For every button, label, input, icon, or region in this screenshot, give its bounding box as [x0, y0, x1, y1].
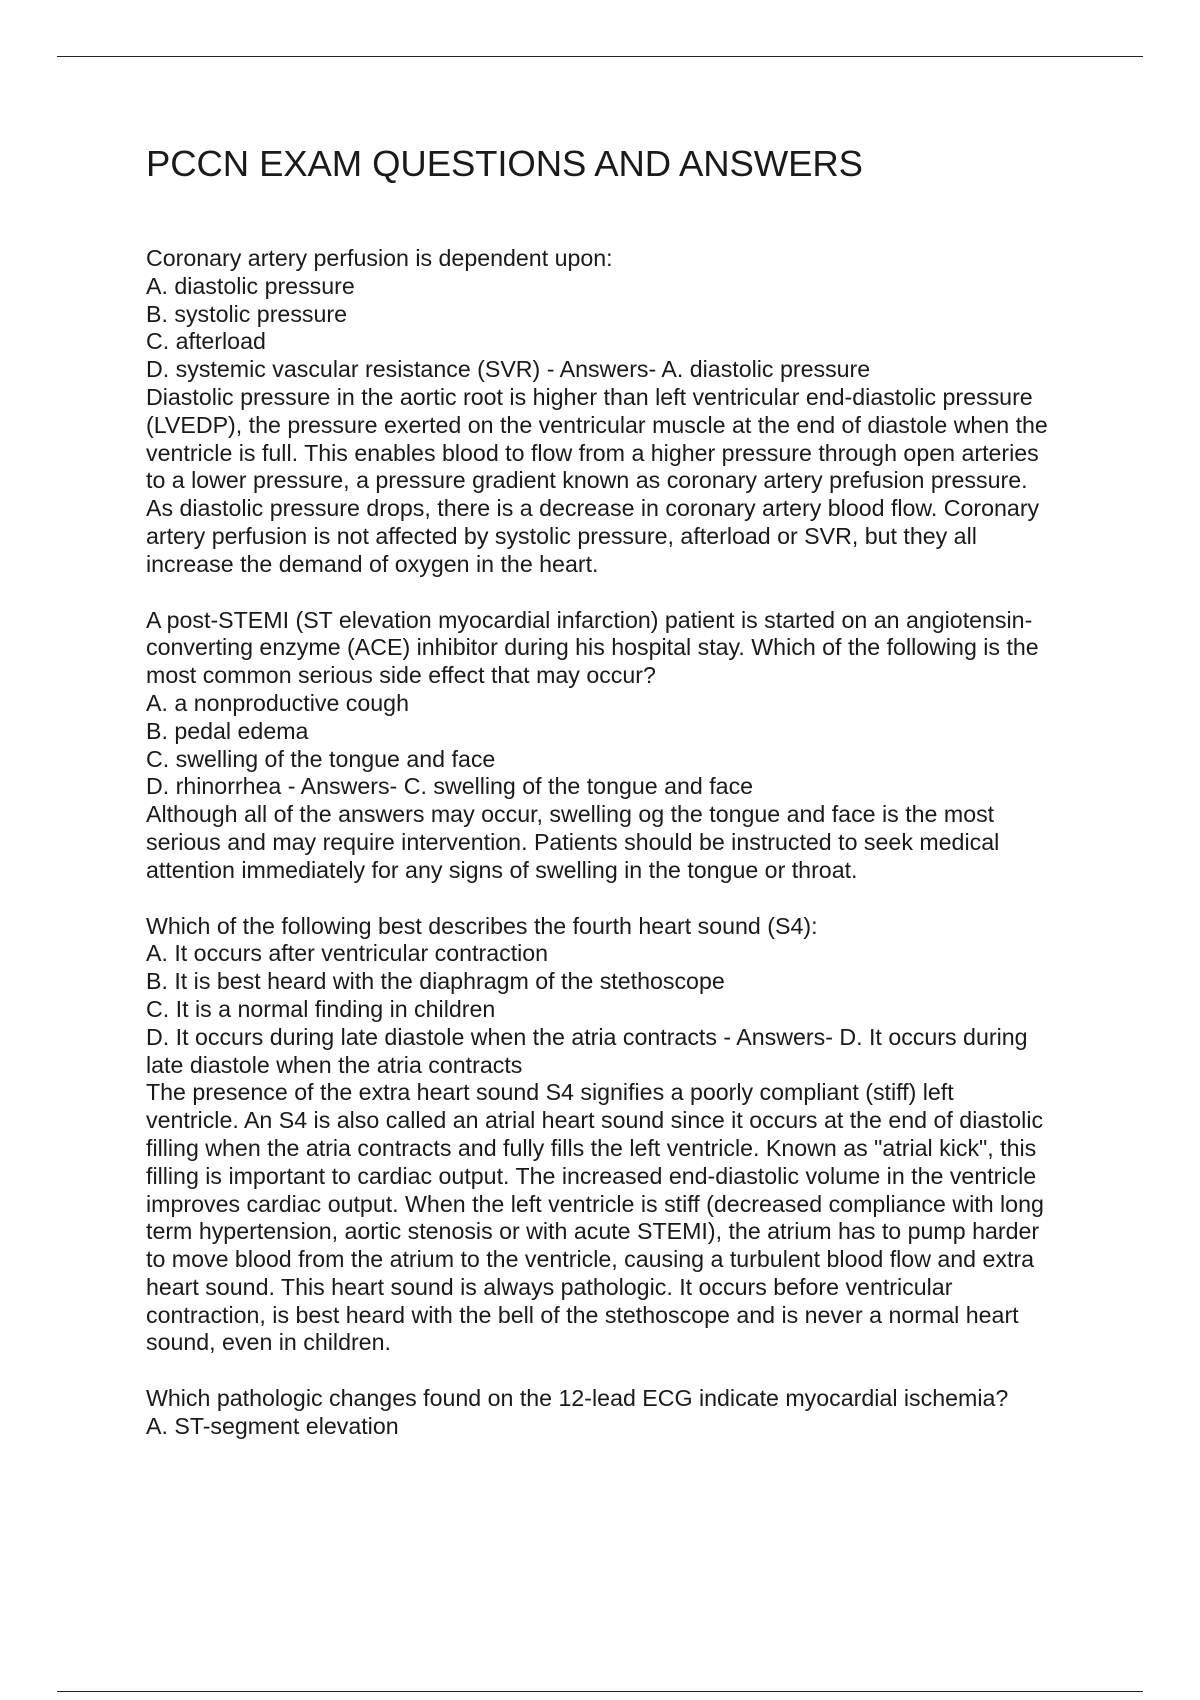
- answer-option-d-with-answer: D. rhinorrhea - Answers- C. swelling of the tongue and face: [146, 773, 754, 800]
- document-body: [146, 140, 1096, 1469]
- answer-option-c: C. afterload: [146, 328, 266, 355]
- answer-option-c: C. swelling of the tongue and face: [146, 745, 496, 772]
- answer-option-b: B. systolic pressure: [146, 300, 348, 327]
- top-rule: [57, 56, 1143, 57]
- question-text: A post-STEMI (ST elevation myocardial infarction) patient is started on an angiotensin-: [146, 606, 1033, 633]
- question-block-4: [146, 1385, 1096, 1441]
- question-text: Which pathologic changes found on the 12-lead ECG indicate myocardial ischemia?: [146, 1385, 1009, 1412]
- question-text: Coronary artery perfusion is dependent upon:: [146, 245, 613, 271]
- answer-option-b: B. It is best heard with the diaphragm of the stethoscope: [146, 968, 725, 995]
- question-block-1: [146, 245, 1096, 579]
- answer-explanation: Although all of the answers may occur, swelling og the tongue and face is the most serious and may require intervention. Patients should be instructed to seek medical attention immediately for any signs of swelling in the tongue or throat.: [146, 801, 1000, 883]
- page-title: PCCN EXAM QUESTIONS AND ANSWERS: [146, 143, 863, 184]
- answer-option-a: A. It occurs after ventricular contraction: [146, 940, 549, 967]
- answer-continuation: late diastole when the atria contracts: [146, 1051, 523, 1078]
- answer-option-a: A. diastolic pressure: [146, 272, 355, 299]
- answer-explanation: The presence of the extra heart sound S4 signifies a poorly compliant (stiff) left ventricle. An S4 is also called an atrial heart sound since it occurs at the end of diastolic filling when the atria contracts and fully fills the left ventricle. Known as "atrial kick", this filling is important to cardiac output. The increased end-diastolic volume in the ventricle improves cardiac output. When the left ventricle is stiff (decreased compliance with long term hypertension, aortic stenosis or with acute STEMI), the atrium has to pump harder to move blood from the atrium to the ventricle, causing a turbulent blood flow and extra heart sound. This heart sound is always pathologic. It occurs before ventricular contraction, is best heard with the bell of the stethoscope and is never a normal heart sound, even in children.: [146, 1079, 1044, 1356]
- answer-option-d-with-answer: D. It occurs during late diastole when the atria contracts - Answers- D. It occurs during: [146, 1023, 1028, 1050]
- answer-option-c: C. It is a normal finding in children: [146, 995, 496, 1022]
- answer-option-a: A. a nonproductive cough: [146, 689, 409, 716]
- question-block-2: [146, 607, 1096, 885]
- question-block-3: [146, 913, 1096, 1358]
- question-text: Which of the following best describes the fourth heart sound (S4):: [146, 912, 818, 939]
- question-text: most common serious side effect that may occur?: [146, 662, 656, 689]
- question-text: converting enzyme (ACE) inhibitor during his hospital stay. Which of the following is the: [146, 634, 1039, 661]
- answer-option-b: B. pedal edema: [146, 717, 309, 744]
- answer-option-a: A. ST-segment elevation: [146, 1413, 399, 1440]
- answer-option-d-with-answer: D. systemic vascular resistance (SVR) - Answers- A. diastolic pressure: [146, 356, 871, 383]
- answer-explanation: Diastolic pressure in the aortic root is higher than left ventricular end-diastolic pressure (LVEDP), the pressure exerted on the ventricular muscle at the end of diastole when the ventricle is full. This enables blood to flow from a higher pressure through open arteries to a lower pressure, a pressure gradient known as coronary artery prefusion pressure. As diastolic pressure drops, there is a decrease in coronary artery blood flow. Coronary artery perfusion is not affected by systolic pressure, afterload or SVR, but they all increase the demand of oxygen in the heart.: [146, 383, 1048, 577]
- bottom-rule: [57, 1691, 1143, 1692]
